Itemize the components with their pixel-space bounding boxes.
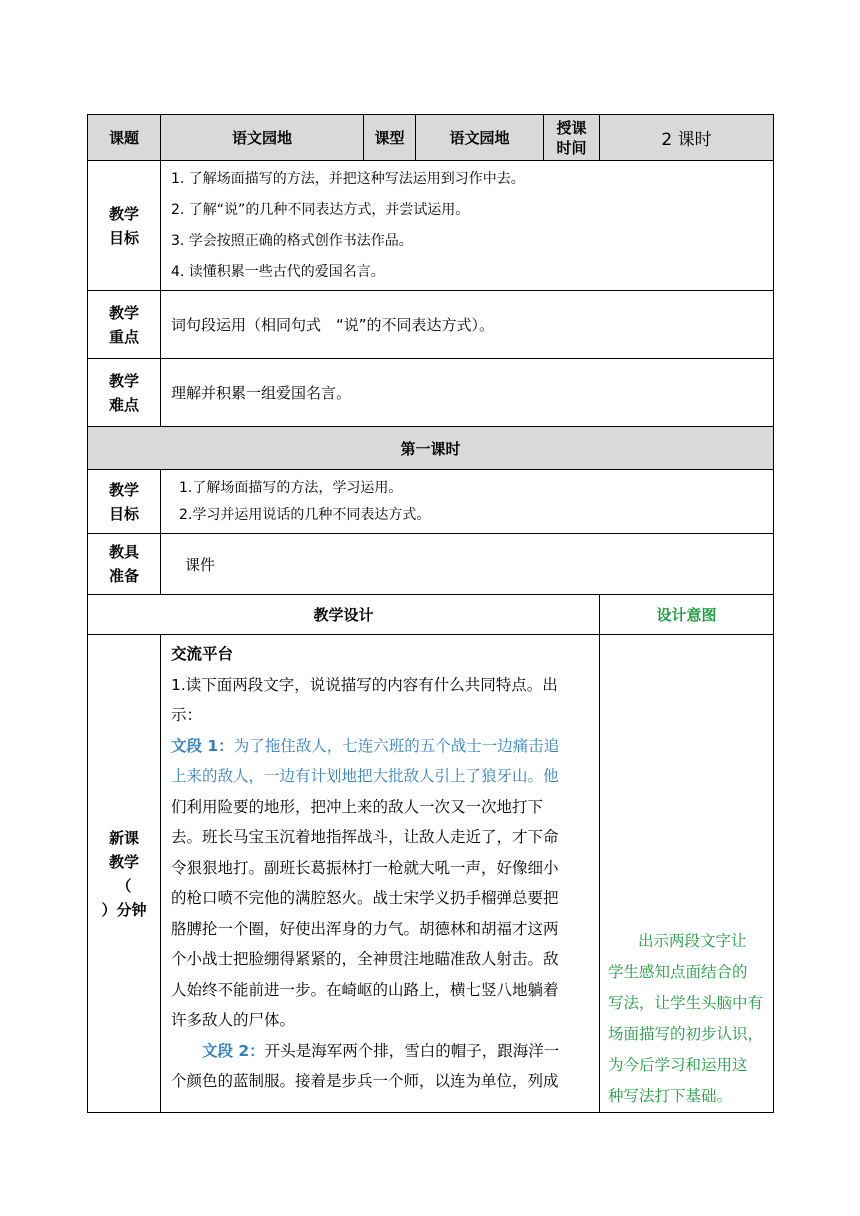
header-row [88,115,774,161]
design-instruction-line: 1.读下面两段文字，说说描写的内容有什么共同特点。出 [171,675,558,694]
materials-row [88,534,774,595]
materials-label-2: 准备 [108,567,139,585]
new-lesson-label-3: （ [116,876,132,895]
lesson-goals-label-1: 教学 [108,480,139,499]
design-header: 教学设计 [88,595,600,635]
focus-text: 词句段运用（相同句式 “说”的不同表达方式）。 [161,291,774,359]
goal-item: 4. 读懂积累一些古代的爱国名言。 [171,263,385,280]
focus-label-2: 重点 [108,327,139,346]
para2-line [171,1036,599,1067]
intent-header: 设计意图 [600,595,774,635]
lesson-goals-list [161,470,774,534]
intent-line: 写法，让学生头脑中有 [608,994,764,1012]
goal-item: 3. 学会按照正确的格式创作书法作品。 [171,232,413,249]
para1-line: 上来的敌人，一边有计划地把大批敌人引上了狼牙山。他 [171,767,559,785]
para1-line: 人始终不能前进一步。在崎岖的山路上，横七竖八地躺着 [171,980,559,999]
design-heading: 交流平台 [171,645,234,663]
difficulty-row [88,359,774,427]
lesson-goal-item: 2.学习并运用说话的几种不同表达方式。 [179,506,431,523]
para1-line: 的枪口喷不完他的满腔怒火。战士宋学义扔手榴弹总要把 [171,889,559,907]
new-lesson-label-2: 教学 [108,852,139,871]
section-title: 第一课时 [88,427,774,470]
time-label-line-1: 授课 [556,118,587,137]
difficulty-label-2: 难点 [108,395,139,414]
para1-label: 文段 1： [171,736,234,755]
design-instruction-line: 示： [171,706,203,724]
para1-line: 许多敌人的尸体。 [171,1011,296,1029]
lesson-goal-item: 1.了解场面描写的方法，学习运用。 [179,479,403,496]
goals-label-2: 目标 [108,228,139,247]
intent-line: 场面描写的初步认识， [608,1025,764,1043]
para1-text: 为了拖住敌人，七连六班的五个战士一边痛击追 [233,736,560,755]
difficulty-label [88,359,161,427]
design-content [161,635,600,1113]
para2-text: 开头是海军两个排，雪白的帽子，跟海洋一 [264,1041,560,1060]
time-value: 2 课时 [600,115,774,161]
materials-text: 课件 [161,534,774,595]
intent-line: 出示两段文字让 [638,932,747,950]
subject-label: 课题 [88,115,161,161]
goal-item: 2. 了解“说”的几种不同表达方式，并尝试运用。 [171,201,470,218]
materials-label-1: 教具 [108,543,139,561]
para1-line [171,731,599,762]
para1-line: 令狠狠地打。副班长葛振林打一枪就大吼一声，好像细小 [171,858,559,877]
focus-label [88,291,161,359]
time-label-line-2: 时间 [556,138,587,157]
intent-line: 学生感知点面结合的 [608,963,748,981]
difficulty-text: 理解并积累一组爱国名言。 [161,359,774,427]
focus-row [88,291,774,359]
goals-label [88,161,161,291]
type-label: 课型 [364,115,416,161]
goals-list [161,161,774,291]
difficulty-label-1: 教学 [108,371,139,390]
goals-row [88,161,774,291]
new-lesson-label-4: ）分钟 [101,900,147,919]
para1-line: 们利用险要的地形，把冲上来的敌人一次又一次地打下 [171,797,544,816]
new-lesson-row [88,635,774,1113]
focus-label-1: 教学 [108,303,139,322]
type-value: 语文园地 [416,115,544,161]
goals-label-1: 教学 [108,204,139,223]
design-header-row [88,595,774,635]
time-label [544,115,600,161]
lesson-goals-label [88,470,161,534]
intent-line: 为今后学习和运用这 [608,1056,748,1074]
para2-line: 个颜色的蓝制服。接着是步兵一个师，以连为单位，列成 [171,1072,559,1090]
para1-line: 胳膊抡一个圈，好使出浑身的力气。胡德林和胡福才这两 [171,919,559,938]
para1-line: 个小战士把脸绷得紧紧的，全神贯注地瞄准敌人射击。敌 [171,950,559,968]
goal-item: 1. 了解场面描写的方法，并把这种写法运用到习作中去。 [171,170,525,187]
para2-label: 文段 2： [202,1041,265,1060]
subject-value: 语文园地 [161,115,364,161]
intent-content [600,635,774,1113]
para1-line: 去。班长马宝玉沉着地指挥战斗，让敌人走近了，才下命 [171,828,559,846]
new-lesson-label-1: 新课 [108,828,139,847]
lesson-goals-label-2: 目标 [108,504,139,523]
lesson-goals-row [88,470,774,534]
section-title-row [88,427,774,470]
materials-label [88,534,161,595]
lesson-plan-table [87,114,774,1113]
intent-line: 种写法打下基础。 [608,1087,733,1105]
new-lesson-label [88,635,161,1113]
